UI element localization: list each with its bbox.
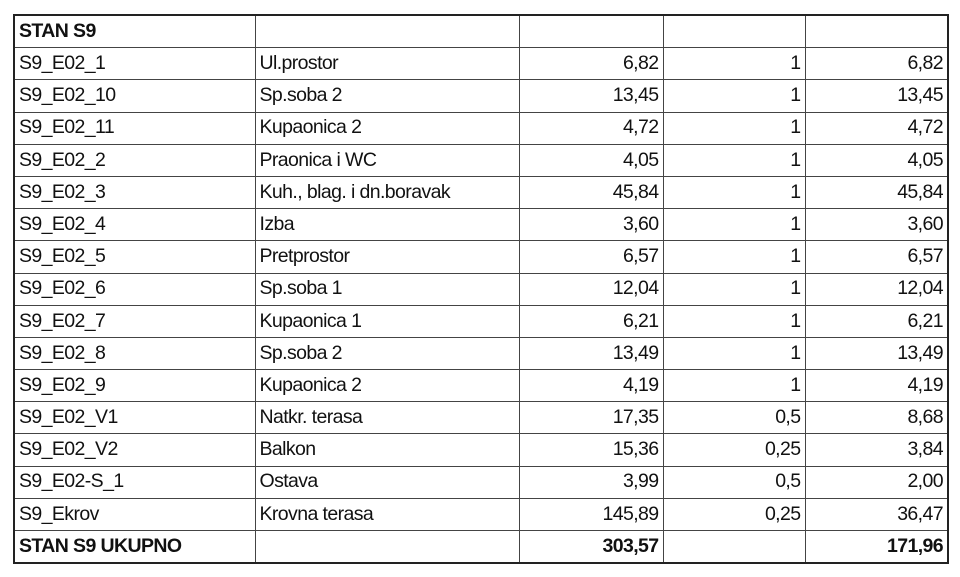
table-row <box>14 498 948 530</box>
total-label: STAN S9 UKUPNO <box>14 531 255 564</box>
room-code-cell: S9_E02_V2 <box>14 434 255 466</box>
room-code-cell: S9_E02_3 <box>14 176 255 208</box>
room-code-cell: S9_Ekrov <box>14 498 255 530</box>
weighted-area-cell: 4,19 <box>805 370 948 402</box>
coefficient-cell: 1 <box>663 112 805 144</box>
total-area: 303,57 <box>519 531 663 564</box>
weighted-area-cell: 4,05 <box>805 144 948 176</box>
coefficient-cell: 0,5 <box>663 466 805 498</box>
room-name-cell: Ostava <box>255 466 519 498</box>
room-name-cell: Krovna terasa <box>255 498 519 530</box>
area-table <box>13 14 949 564</box>
area-cell: 3,99 <box>519 466 663 498</box>
table-row <box>14 434 948 466</box>
table-row <box>14 176 948 208</box>
weighted-area-cell: 13,49 <box>805 337 948 369</box>
area-cell: 4,05 <box>519 144 663 176</box>
room-name-cell: Pretprostor <box>255 241 519 273</box>
room-code-cell: S9_E02_5 <box>14 241 255 273</box>
room-code-cell: S9_E02_1 <box>14 48 255 80</box>
coefficient-cell: 1 <box>663 144 805 176</box>
room-code-cell: S9_E02_7 <box>14 305 255 337</box>
weighted-area-cell: 4,72 <box>805 112 948 144</box>
empty-cell <box>255 15 519 48</box>
room-code-cell: S9_E02_9 <box>14 370 255 402</box>
room-code-cell: S9_E02_6 <box>14 273 255 305</box>
coefficient-cell: 1 <box>663 370 805 402</box>
table-row <box>14 466 948 498</box>
room-name-cell: Balkon <box>255 434 519 466</box>
weighted-area-cell: 8,68 <box>805 402 948 434</box>
room-name-cell: Sp.soba 1 <box>255 273 519 305</box>
room-code-cell: S9_E02_V1 <box>14 402 255 434</box>
table-row <box>14 273 948 305</box>
area-cell: 145,89 <box>519 498 663 530</box>
weighted-area-cell: 36,47 <box>805 498 948 530</box>
table-row <box>14 402 948 434</box>
table-title: STAN S9 <box>14 15 255 48</box>
room-code-cell: S9_E02_11 <box>14 112 255 144</box>
coefficient-cell: 0,5 <box>663 402 805 434</box>
weighted-area-cell: 6,21 <box>805 305 948 337</box>
coefficient-cell: 1 <box>663 80 805 112</box>
area-cell: 45,84 <box>519 176 663 208</box>
area-cell: 4,19 <box>519 370 663 402</box>
room-name-cell: Sp.soba 2 <box>255 80 519 112</box>
area-cell: 6,21 <box>519 305 663 337</box>
empty-cell <box>805 15 948 48</box>
area-cell: 6,57 <box>519 241 663 273</box>
room-name-cell: Ul.prostor <box>255 48 519 80</box>
area-cell: 3,60 <box>519 209 663 241</box>
area-cell: 6,82 <box>519 48 663 80</box>
weighted-area-cell: 12,04 <box>805 273 948 305</box>
area-cell: 13,49 <box>519 337 663 369</box>
weighted-area-cell: 3,84 <box>805 434 948 466</box>
empty-cell <box>255 531 519 564</box>
empty-cell <box>663 15 805 48</box>
empty-cell <box>663 531 805 564</box>
coefficient-cell: 1 <box>663 273 805 305</box>
weighted-area-cell: 3,60 <box>805 209 948 241</box>
coefficient-cell: 1 <box>663 209 805 241</box>
total-weighted-area: 171,96 <box>805 531 948 564</box>
table-row <box>14 337 948 369</box>
room-name-cell: Kupaonica 2 <box>255 370 519 402</box>
header-row <box>14 15 948 48</box>
empty-cell <box>519 15 663 48</box>
table-row <box>14 241 948 273</box>
room-name-cell: Natkr. terasa <box>255 402 519 434</box>
room-code-cell: S9_E02_8 <box>14 337 255 369</box>
coefficient-cell: 1 <box>663 241 805 273</box>
table-row <box>14 209 948 241</box>
room-name-cell: Kupaonica 1 <box>255 305 519 337</box>
total-row <box>14 531 948 564</box>
coefficient-cell: 1 <box>663 48 805 80</box>
coefficient-cell: 1 <box>663 305 805 337</box>
room-name-cell: Kuh., blag. i dn.boravak <box>255 176 519 208</box>
table-row <box>14 48 948 80</box>
weighted-area-cell: 6,82 <box>805 48 948 80</box>
table-row <box>14 112 948 144</box>
room-name-cell: Praonica i WC <box>255 144 519 176</box>
table-row <box>14 370 948 402</box>
room-name-cell: Sp.soba 2 <box>255 337 519 369</box>
weighted-area-cell: 6,57 <box>805 241 948 273</box>
coefficient-cell: 1 <box>663 337 805 369</box>
area-cell: 15,36 <box>519 434 663 466</box>
area-cell: 13,45 <box>519 80 663 112</box>
area-cell: 4,72 <box>519 112 663 144</box>
room-code-cell: S9_E02_10 <box>14 80 255 112</box>
area-cell: 12,04 <box>519 273 663 305</box>
table-row <box>14 305 948 337</box>
coefficient-cell: 0,25 <box>663 434 805 466</box>
room-code-cell: S9_E02-S_1 <box>14 466 255 498</box>
room-name-cell: Kupaonica 2 <box>255 112 519 144</box>
area-cell: 17,35 <box>519 402 663 434</box>
coefficient-cell: 1 <box>663 176 805 208</box>
room-code-cell: S9_E02_2 <box>14 144 255 176</box>
room-name-cell: Izba <box>255 209 519 241</box>
coefficient-cell: 0,25 <box>663 498 805 530</box>
weighted-area-cell: 45,84 <box>805 176 948 208</box>
weighted-area-cell: 13,45 <box>805 80 948 112</box>
room-code-cell: S9_E02_4 <box>14 209 255 241</box>
table-row <box>14 80 948 112</box>
weighted-area-cell: 2,00 <box>805 466 948 498</box>
table-row <box>14 144 948 176</box>
